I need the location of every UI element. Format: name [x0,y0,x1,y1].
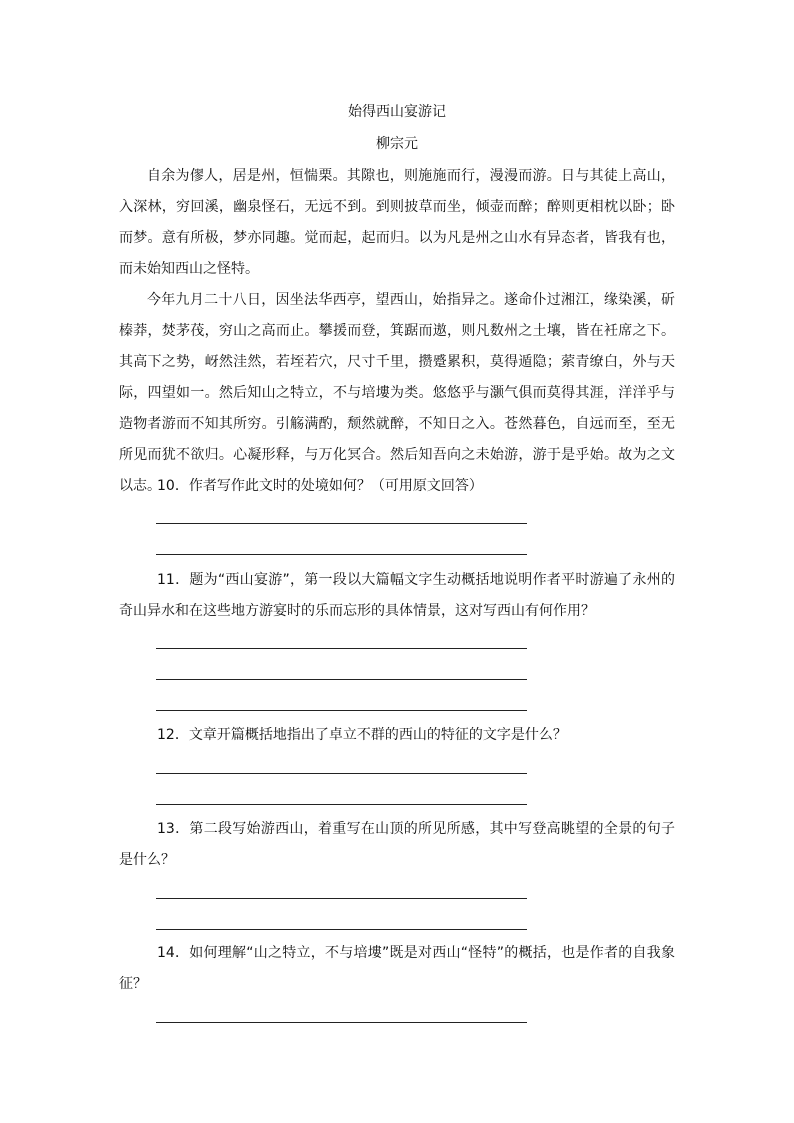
passage-paragraph-2: 今年九月二十八日，因坐法华西亭，望西山，始指异之。遂命仆过湘江，缘染溪，斫榛莽，焚茅茷，穷山之高而止。攀援而登，箕踞而遨，则凡数州之土壤，皆在衽席之下。其高下之势，岈然洼然，若垤若穴，尺寸千里，攒蹙累积，莫得遁隐；萦青缭白，外与天际，四望如一。然后知山之特立，不与培塿为类。悠悠乎与灏气俱而莫得其涯，洋洋乎与造物者游而不知其所穷。引觞满酌，颓然就醉，不知日之入。苍然暮色，自远而至，至无所见而犹不欲归。心凝形释，与万化冥合。然后知吾向之未始游，游于是乎始。故为之文以志。 [119,292,675,494]
answer-line-11-3[interactable] [156,710,527,711]
answer-line-11-1[interactable] [156,648,527,649]
answer-line-12-2[interactable] [156,804,527,805]
question-10: 10．作者写作此文时的处境如何？（可用原文回答） [157,478,483,494]
answer-line-12-1[interactable] [156,773,527,774]
answer-line-13-1[interactable] [156,898,527,899]
answer-line-13-2[interactable] [156,929,527,930]
question-13: 13．第二段写始游西山，着重写在山顶的所见所感，其中写登高眺望的全景的句子是什么？ [119,821,675,868]
answer-line-11-2[interactable] [156,679,527,680]
document-author: 柳宗元 [376,136,418,152]
question-12: 12．文章开篇概括地指出了卓立不群的西山的特征的文字是什么？ [157,727,567,743]
answer-line-14-1[interactable] [156,1022,527,1023]
question-14: 14．如何理解“山之特立，不与培塿”既是对西山“怪特”的概括，也是作者的自我象征？ [119,945,675,992]
passage-paragraph-1: 自余为僇人，居是州，恒惴栗。其隙也，则施施而行，漫漫而游。日与其徒上高山，入深林，穷回溪，幽泉怪石，无远不到。到则披草而坐，倾壶而醉；醉则更相枕以卧；卧而梦。意有所极，梦亦同趣。觉而起，起而归。以为凡是州之山水有异态者，皆我有也，而未始知西山之怪特。 [119,168,675,277]
question-11: 11．题为“西山宴游”，第一段以大篇幅文字生动概括地说明作者平时游遍了永州的奇山异水和在这些地方游宴时的乐而忘形的具体情景，这对写西山有何作用？ [119,572,675,619]
answer-line-10-1[interactable] [156,523,527,524]
document-title: 始得西山宴游记 [348,104,446,120]
answer-line-10-2[interactable] [156,554,527,555]
